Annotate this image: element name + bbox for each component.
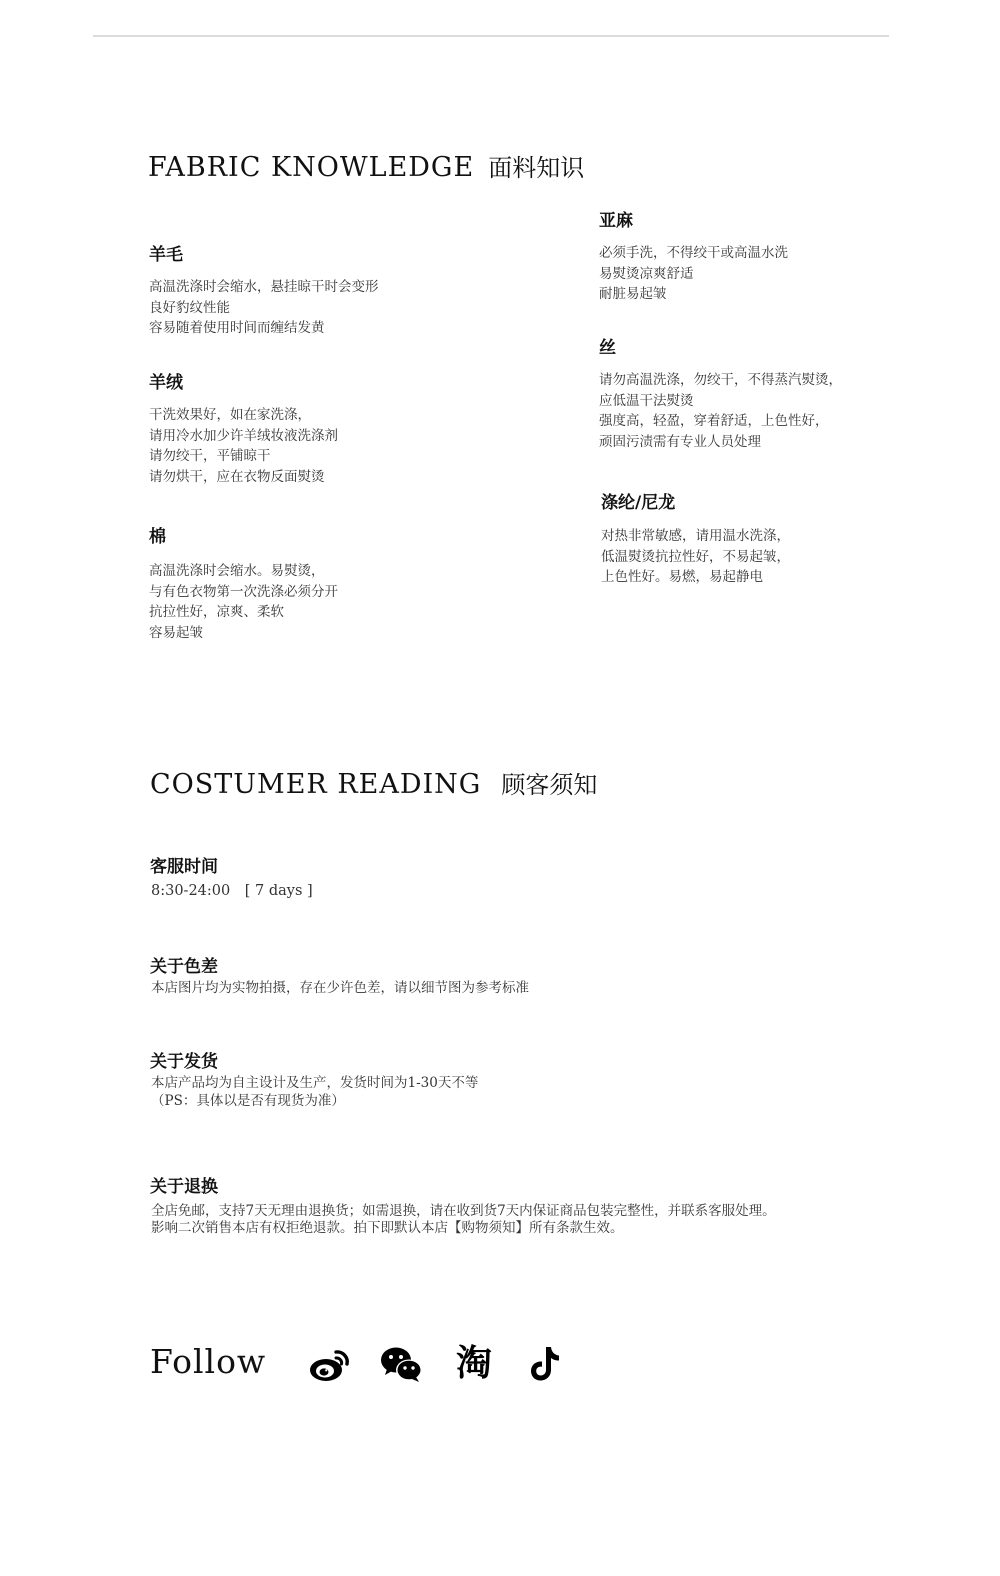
fabric-heading: 棉 <box>149 527 166 547</box>
fabric-cashmere <box>149 368 338 487</box>
fabric-line: 应低温干法熨烫 <box>599 392 694 409</box>
customer-section-title <box>150 765 597 800</box>
service-hours-heading: 客服时间 <box>150 857 218 877</box>
fabric-polyester <box>601 488 790 588</box>
color-difference-heading: 关于色差 <box>150 957 218 977</box>
top-divider <box>93 35 889 37</box>
tiktok-icon[interactable] <box>524 1342 568 1386</box>
fabric-line: 易熨烫凉爽舒适 <box>599 265 694 282</box>
customer-title-en: COSTUMER READING <box>150 769 482 800</box>
shipping-text-line2: （PS：具体以是否有现货为准） <box>151 1093 345 1109</box>
fabric-line: 抗拉性好，凉爽、柔软 <box>149 604 284 620</box>
fabric-section-title <box>148 148 584 183</box>
returns-text-line1: 全店免邮，支持7天无理由退换货；如需退换，请在收到货7天内保证商品包装完整性，并联系客服处理。 <box>151 1203 776 1219</box>
shipping-text-line1: 本店产品均为自主设计及生产，发货时间为1-30天不等 <box>151 1075 479 1091</box>
weibo-icon[interactable] <box>308 1342 352 1386</box>
fabric-line: 必须手洗，不得绞干或高温水洗 <box>599 245 788 261</box>
fabric-line: 对热非常敏感，请用温水洗涤， <box>601 528 790 544</box>
fabric-heading: 丝 <box>599 338 616 358</box>
fabric-heading: 亚麻 <box>599 211 633 231</box>
fabric-silk <box>599 333 842 452</box>
fabric-line: 容易随着使用时间而缠结发黄 <box>149 320 325 336</box>
fabric-line: 低温熨烫抗拉性好，不易起皱， <box>601 548 790 565</box>
color-difference-text: 本店图片均为实物拍摄，存在少许色差，请以细节图为参考标准 <box>151 980 529 996</box>
taobao-icon[interactable] <box>452 1342 496 1386</box>
fabric-heading: 羊绒 <box>149 373 183 393</box>
fabric-heading: 羊毛 <box>149 245 183 265</box>
returns-heading: 关于退换 <box>150 1177 218 1197</box>
fabric-line: 与有色衣物第一次洗涤必须分开 <box>149 583 338 600</box>
fabric-line: 干洗效果好，如在家洗涤， <box>149 407 311 423</box>
fabric-line: 良好豹纹性能 <box>149 299 230 316</box>
fabric-heading: 涤纶/尼龙 <box>601 493 676 513</box>
wechat-icon[interactable] <box>380 1342 424 1386</box>
fabric-line: 耐脏易起皱 <box>599 286 667 302</box>
fabric-line: 请用冷水加少许羊绒妆液洗涤剂 <box>149 427 338 444</box>
fabric-cotton <box>149 522 338 643</box>
returns-text-line2: 影响二次销售本店有权拒绝退款。拍下即默认本店【购物须知】所有条款生效。 <box>151 1220 624 1236</box>
fabric-line: 强度高，轻盈，穿着舒适，上色性好， <box>599 413 829 429</box>
fabric-title-en: FABRIC KNOWLEDGE <box>148 152 475 183</box>
fabric-line: 高温洗涤时会缩水，悬挂晾干时会变形 <box>149 279 379 295</box>
fabric-linen <box>599 206 788 305</box>
shipping-heading: 关于发货 <box>150 1052 218 1072</box>
customer-title-cn: 顾客须知 <box>501 771 598 799</box>
fabric-line: 请勿高温洗涤，勿绞干，不得蒸汽熨烫， <box>599 372 842 388</box>
taobao-glyph: 淘 <box>455 1343 492 1384</box>
fabric-line: 上色性好。易燃，易起静电 <box>601 569 763 585</box>
fabric-line: 高温洗涤时会缩水。易熨烫， <box>149 563 325 579</box>
fabric-line: 请勿烘干，应在衣物反面熨烫 <box>149 468 325 485</box>
fabric-wool <box>149 240 379 339</box>
service-hours-text: 8:30-24:00 [ 7 days ] <box>151 883 313 899</box>
fabric-line: 容易起皱 <box>149 624 203 641</box>
fabric-line: 请勿绞干，平铺晾干 <box>149 448 271 464</box>
social-icons <box>308 1342 596 1386</box>
follow-label: Follow <box>150 1342 267 1381</box>
fabric-title-cn: 面料知识 <box>488 154 585 182</box>
fabric-line: 顽固污渍需有专业人员处理 <box>599 433 761 450</box>
